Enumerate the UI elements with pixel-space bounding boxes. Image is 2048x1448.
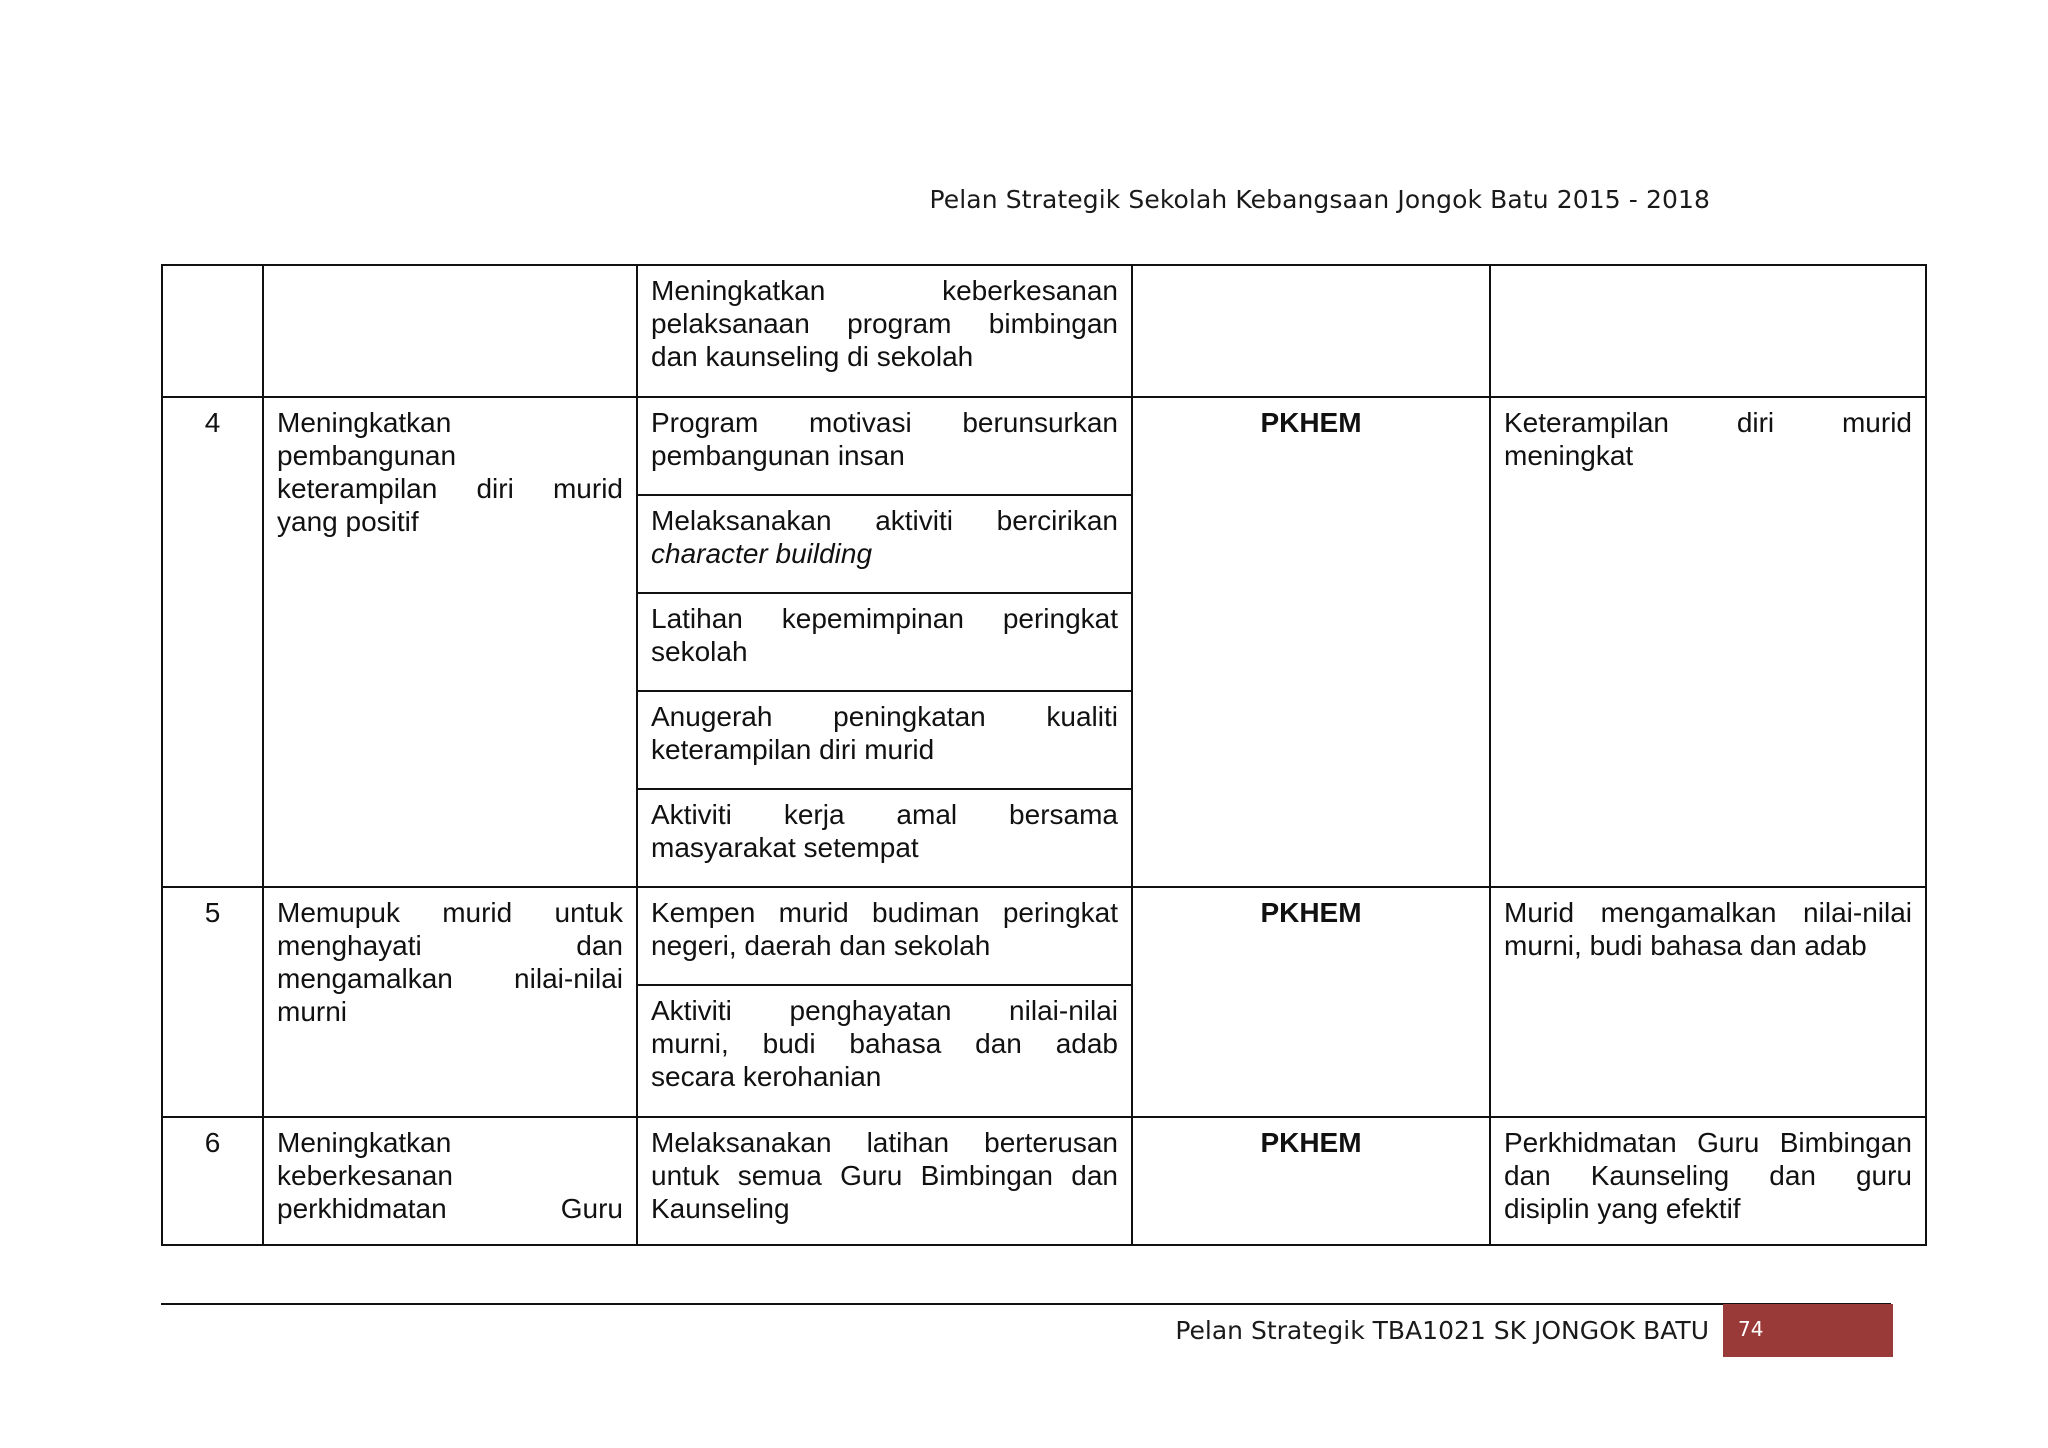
program-cell [637,495,1132,593]
outcome-cell [1490,265,1926,397]
page-number: 74 [1738,1317,1764,1341]
footer-title: Pelan Strategik TBA1021 SK JONGOK BATU [1175,1316,1709,1345]
table-row [162,265,1926,397]
objective-cell [263,887,637,1117]
outcome-cell [1490,397,1926,887]
program-line: murni, budi bahasa dan adab [651,1028,1118,1059]
program-line: pelaksanaan program bimbingan [651,308,1118,339]
objective-line: menghayati dan [277,930,623,961]
document-header-title: Pelan Strategik Sekolah Kebangsaan Jongok Batu 2015 - 2018 [929,185,1710,214]
outcome-line: dan Kaunseling dan guru [1504,1160,1912,1191]
page-number-badge [1723,1304,1893,1357]
outcome-line: meningkat [1504,440,1634,471]
objective-line: Memupuk murid untuk [277,897,623,928]
table-row [162,887,1926,985]
objective-cell [263,1117,637,1245]
responsible-cell: PKHEM [1132,1117,1490,1245]
objective-cell [263,397,637,887]
program-line: secara kerohanian [651,1061,882,1092]
program-line: Melaksanakan latihan berterusan [651,1127,1118,1158]
program-line: Kaunseling [651,1193,790,1224]
objective-line: murni [277,996,348,1027]
outcome-cell [1490,1117,1926,1245]
program-line: untuk semua Guru Bimbingan dan [651,1160,1118,1191]
program-italic-text: character building [651,538,873,569]
program-line: Melaksanakan aktiviti bercirikan [651,505,1118,536]
program-line: sekolah [651,636,748,667]
program-cell [637,1117,1132,1245]
program-line: Program motivasi berunsurkan [651,407,1118,438]
objective-line: Meningkatkan [277,407,452,438]
program-cell [637,397,1132,495]
outcome-line: murni, budi bahasa dan adab [1504,930,1867,961]
program-line: Kempen murid budiman peringkat [651,897,1118,928]
objective-cell [263,265,637,397]
program-line: Aktiviti kerja amal bersama [651,799,1118,830]
objective-line: pembangunan [277,440,457,471]
program-line: Anugerah peningkatan kualiti [651,701,1118,732]
row-number [162,265,263,397]
program-line: dan kaunseling di sekolah [651,341,974,372]
row-number: 4 [162,397,263,887]
objective-line: mengamalkan nilai-nilai [277,963,623,994]
row-number: 6 [162,1117,263,1245]
outcome-line: Perkhidmatan Guru Bimbingan [1504,1127,1912,1158]
outcome-line: Keterampilan diri murid [1504,407,1912,438]
responsible-cell: PKHEM [1132,397,1490,887]
strategic-plan-table [161,264,1927,1246]
footer-divider [161,1303,1891,1305]
responsible-cell: PKHEM [1132,887,1490,1117]
objective-line: yang positif [277,506,419,537]
program-cell [637,593,1132,691]
program-line-italic [651,537,1118,570]
objective-line: keterampilan diri murid [277,473,623,504]
program-cell [637,265,1132,397]
program-line: Aktiviti penghayatan nilai-nilai [651,995,1118,1026]
program-cell [637,887,1132,985]
program-line: Latihan kepemimpinan peringkat [651,603,1118,634]
program-line: negeri, daerah dan sekolah [651,930,991,961]
objective-line: perkhidmatan Guru [277,1193,623,1224]
row-number: 5 [162,887,263,1117]
program-line: Meningkatkan keberkesanan [651,275,1118,306]
program-line: masyarakat setempat [651,832,919,863]
outcome-cell [1490,887,1926,1117]
program-line: keterampilan diri murid [651,734,935,765]
outcome-line: Murid mengamalkan nilai-nilai [1504,897,1912,928]
program-line: pembangunan insan [651,440,905,471]
objective-line: Meningkatkan [277,1127,452,1158]
outcome-line: disiplin yang efektif [1504,1193,1741,1224]
objective-line: keberkesanan [277,1160,453,1191]
responsible-cell [1132,265,1490,397]
program-cell [637,789,1132,887]
program-cell [637,985,1132,1117]
table-row [162,1117,1926,1245]
table-row [162,397,1926,495]
program-cell [637,691,1132,789]
